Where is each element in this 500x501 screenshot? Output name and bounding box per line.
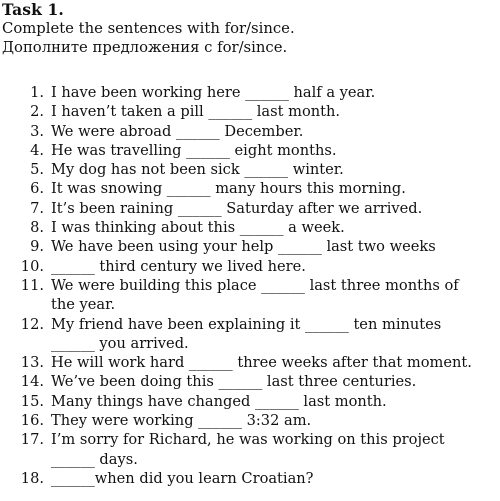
exercise-item [0,469,500,488]
exercise-number: 17. [20,431,44,449]
exercise-sentence: Many things have changed ______ last month. [51,392,387,410]
exercise-sentence: My dog has not been sick ______ winter. [51,161,344,179]
exercise-sentence: I’m sorry for Richard, he was working on this project [51,431,445,449]
exercise-number: 15. [20,392,44,410]
exercise-item [0,199,500,218]
exercise-sentence: We were abroad ______ December. [51,122,304,140]
exercise-number: 8. [30,219,44,237]
exercise-sentence: ______when did you learn Croatian? [51,469,314,487]
exercise-sentence: We’ve been doing this ______ last three centuries. [51,373,417,391]
exercise-item [0,430,500,469]
exercise-list [0,83,500,488]
exercise-sentence: I have been working here ______ half a year. [51,84,376,101]
exercise-sentence: It’s been raining ______ Saturday after we arrived. [51,199,423,217]
exercise-item [0,392,500,411]
exercise-sentence: We have been using your help ______ last two weeks [51,238,436,256]
exercise-number: 1. [30,84,44,101]
exercise-sentence: He will work hard ______ three weeks after that moment. [51,354,472,372]
exercise-item [0,411,500,430]
exercise-sentence-continuation: ______ you arrived. [51,334,189,352]
exercise-sentence: My friend have been explaining it ______ ten minutes [51,315,442,333]
exercise-sentence: I haven’t taken a pill ______ last month. [51,103,341,121]
exercise-item [0,160,500,179]
exercise-sentence: They were working ______ 3:32 am. [51,412,312,430]
exercise-number: 13. [20,354,44,372]
exercise-number: 10. [20,257,44,275]
exercise-number: 5. [30,161,44,179]
exercise-item [0,141,500,160]
exercise-number: 4. [30,141,44,159]
exercise-item [0,276,500,315]
exercise-sentence: ______ third century we lived here. [51,257,306,275]
exercise-item [0,102,500,121]
exercise-item [0,83,500,102]
exercise-sentence-continuation: ______ days. [51,450,138,468]
exercise-sentence-continuation: the year. [51,296,116,314]
exercise-number: 14. [20,373,44,391]
exercise-item [0,353,500,372]
instruction-russian: Дополните предложения с for/since. [2,39,288,56]
task-header [2,0,492,57]
exercise-number: 7. [30,199,44,217]
exercise-number: 9. [30,238,44,256]
exercise-item [0,179,500,198]
task-title: Task 1. [2,0,64,19]
exercise-item [0,218,500,237]
exercise-sentence: It was snowing ______ many hours this morning. [51,180,406,198]
exercise-number: 16. [20,412,44,430]
exercise-item [0,237,500,256]
exercise-sentence: I was thinking about this ______ a week. [51,219,345,237]
exercise-number: 12. [20,315,44,333]
exercise-number: 11. [20,276,44,294]
exercise-item [0,122,500,141]
exercise-number: 6. [30,180,44,198]
exercise-sentence: We were building this place ______ last three months of [51,276,459,294]
exercise-number: 18. [20,469,44,487]
exercise-item [0,257,500,276]
exercise-sentence: He was travelling ______ eight months. [51,141,337,159]
exercise-number: 3. [30,122,44,140]
instruction-english: Complete the sentences with for/since. [2,20,295,37]
exercise-item [0,315,500,354]
exercise-item [0,372,500,391]
exercise-number: 2. [30,103,44,121]
